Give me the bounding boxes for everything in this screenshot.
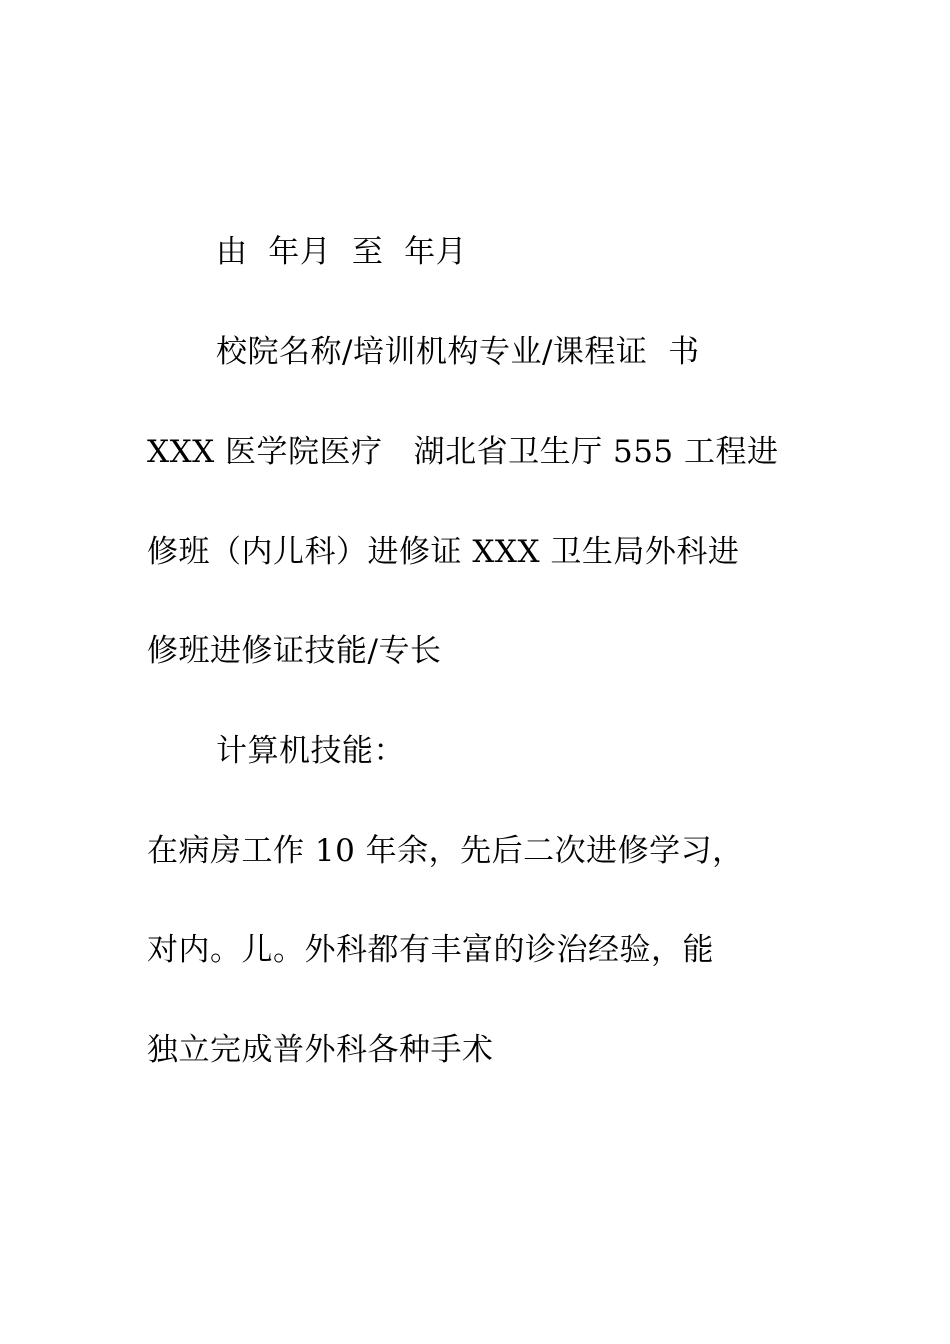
training-line-1: XXX 医学院医疗 湖北省卫生厅 555 工程进 bbox=[147, 434, 779, 470]
date-range-line: 由 年月 至 年月 bbox=[216, 234, 468, 270]
experience-line-1: 在病房工作 10 年余，先后二次进修学习， bbox=[147, 833, 744, 869]
training-line-3: 修班进修证技能/专长 bbox=[147, 633, 442, 669]
training-line-2: 修班（内儿科）进修证 XXX 卫生局外科进 bbox=[147, 534, 740, 570]
experience-line-2: 对内。儿。外科都有丰富的诊治经验，能 bbox=[147, 932, 714, 968]
computer-skills-heading: 计算机技能： bbox=[216, 733, 405, 769]
education-header-line: 校院名称/培训机构专业/课程证 书 bbox=[216, 334, 700, 370]
experience-line-3: 独立完成普外科各种手术 bbox=[147, 1032, 494, 1068]
